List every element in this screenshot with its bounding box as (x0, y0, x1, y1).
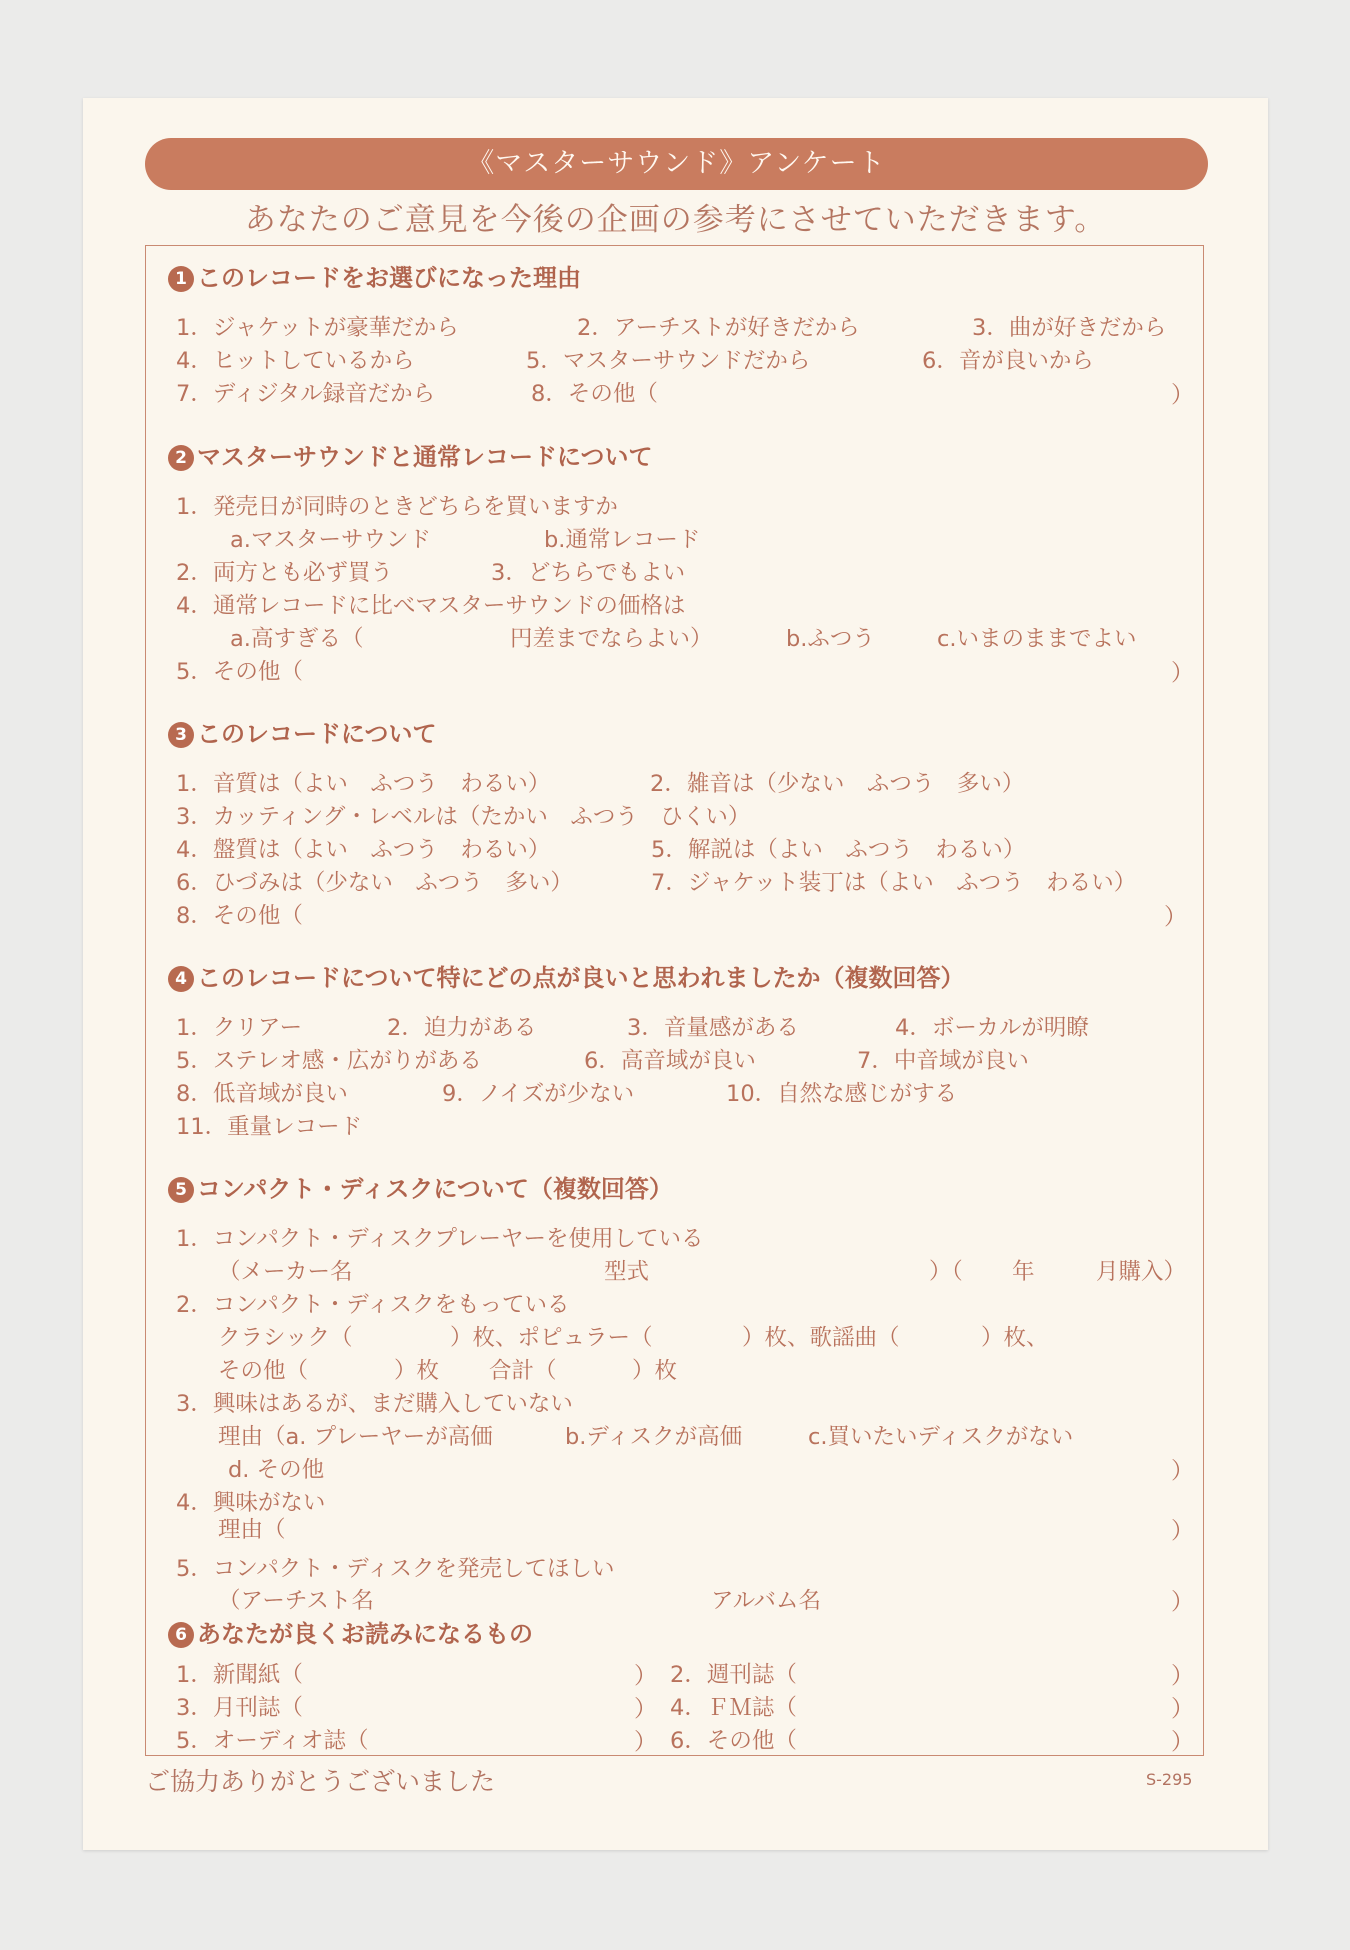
option[interactable]: 8．低音域が良い (176, 1081, 348, 1107)
field-label: 合計（ (489, 1358, 557, 1384)
option[interactable]: 6．ひづみは（少ない ふつう 多い） (176, 870, 573, 896)
option[interactable]: 7．ディジタル録音だから (176, 381, 436, 407)
thanks-message: ご協力ありがとうございました (145, 1767, 496, 1796)
section-number-badge: 5 (168, 1177, 194, 1203)
field-label: その他（ (218, 1358, 309, 1384)
section-number-badge: 1 (168, 266, 194, 292)
option[interactable]: 5．ステレオ感・広がりがある (176, 1048, 482, 1074)
option[interactable]: 4．盤質は（よい ふつう わるい） (176, 837, 551, 863)
field-label: （アーチスト名 (218, 1588, 374, 1614)
close-paren: ） (1171, 1663, 1194, 1689)
option[interactable]: 2．コンパクト・ディスクをもっている (176, 1292, 570, 1318)
option[interactable]: 5．コンパクト・ディスクを発売してほしい (176, 1556, 615, 1582)
survey-subtitle: あなたのご意見を今後の企画の参考にさせていただきます。 (244, 202, 1107, 238)
field-label: 月購入） (1096, 1259, 1187, 1285)
close-paren: ） (1171, 1458, 1194, 1484)
section-6-heading: 6 あなたが良くお読みになるもの (168, 1614, 533, 1649)
option[interactable]: c.いまのままでよい (937, 626, 1137, 652)
option[interactable]: b.ふつう (786, 626, 875, 652)
option[interactable]: b.通常レコード (544, 527, 701, 553)
option[interactable]: 1．コンパクト・ディスクプレーヤーを使用している (176, 1226, 704, 1252)
option[interactable]: 3．興味はあるが、まだ購入していない (176, 1391, 573, 1417)
option[interactable]: 1．音質は（よい ふつう わるい） (176, 771, 551, 797)
option-other[interactable]: 5．その他（ (176, 659, 303, 685)
section-number-badge: 3 (168, 722, 194, 748)
option[interactable]: 4．ヒットしているから (176, 348, 415, 374)
section-number-badge: 4 (168, 966, 194, 992)
option-other[interactable]: 8．その他（ (176, 903, 303, 929)
option[interactable]: 3．音量感がある (627, 1015, 799, 1041)
option[interactable]: 3．どちらでもよい (491, 560, 686, 586)
option[interactable]: 5．マスターサウンドだから (526, 348, 811, 374)
question: 1．発売日が同時のときどちらを買いますか (176, 494, 618, 520)
option[interactable]: 3．月刊誌（ (176, 1695, 303, 1721)
option[interactable]: 理由（a. プレーヤーが高価 (218, 1424, 493, 1450)
field-label: ）枚、ポピュラー（ (450, 1325, 653, 1351)
option[interactable]: 7．ジャケット装丁は（よい ふつう わるい） (651, 870, 1137, 896)
option[interactable]: 4．ボーカルが明瞭 (895, 1015, 1089, 1041)
close-paren: ） (634, 1729, 657, 1755)
option[interactable]: b.ディスクが高価 (565, 1424, 743, 1450)
field-label: ）枚 (394, 1358, 440, 1384)
option[interactable]: c.買いたいディスクがない (808, 1424, 1074, 1450)
section-1-heading: 1 このレコードをお選びになった理由 (168, 258, 581, 293)
option-other[interactable]: d. その他 (228, 1457, 325, 1483)
survey-card (83, 98, 1268, 1850)
option[interactable]: 7．中音域が良い (857, 1048, 1029, 1074)
close-paren: ） (1171, 1696, 1194, 1722)
option[interactable]: 2．両方とも必ず買う (176, 560, 393, 586)
section-4-heading: 4 このレコードについて特にどの点が良いと思われましたか（複数回答） (168, 958, 965, 993)
option[interactable]: 4．興味がない (176, 1490, 326, 1516)
form-code: S-295 (1146, 1770, 1193, 1789)
option[interactable]: 1．ジャケットが豪華だから (176, 315, 459, 341)
option[interactable]: 6．高音域が良い (584, 1048, 756, 1074)
section-5-heading: 5 コンパクト・ディスクについて（複数回答） (168, 1169, 673, 1204)
close-paren: ） (1171, 1518, 1194, 1544)
close-paren: ） (1171, 382, 1194, 408)
option[interactable]: 1．クリアー (176, 1015, 303, 1041)
close-paren: ） (1171, 1729, 1194, 1755)
option[interactable]: 2．週刊誌（ (670, 1662, 797, 1688)
field-label: ）枚、 (981, 1325, 1049, 1351)
option[interactable]: 4．ＦＭ誌（ (670, 1695, 797, 1721)
close-paren: ） (1164, 904, 1187, 930)
option[interactable]: 2．アーチストが好きだから (577, 315, 860, 341)
close-paren: ） (634, 1696, 657, 1722)
option[interactable]: 2．迫力がある (387, 1015, 537, 1041)
option-other[interactable]: 8．その他（ (531, 381, 658, 407)
field-label: ）枚 (632, 1358, 678, 1384)
close-paren: ） (1171, 660, 1194, 686)
section-3-heading: 3 このレコードについて (168, 714, 437, 749)
survey-title: 《マスターサウンド》アンケート (145, 138, 1208, 190)
section-number-badge: 2 (168, 445, 194, 471)
option[interactable]: 6．音が良いから (922, 348, 1094, 374)
field-label: 年 (1012, 1259, 1035, 1285)
field-label: クラシック（ (218, 1325, 353, 1351)
option-text: 円差までならよい） (510, 626, 713, 652)
question-frame (145, 245, 1204, 1756)
option[interactable]: 1．新聞紙（ (176, 1662, 303, 1688)
option[interactable]: 9．ノイズが少ない (442, 1081, 635, 1107)
section-number-badge: 6 (168, 1622, 194, 1648)
option[interactable]: 5．オーディオ誌（ (176, 1728, 369, 1754)
option[interactable]: 3．曲が好きだから (972, 315, 1167, 341)
option[interactable]: a.高すぎる（ (230, 626, 364, 652)
field-label: （メーカー名 (218, 1259, 353, 1285)
option[interactable]: 2．雑音は（少ない ふつう 多い） (650, 771, 1025, 797)
option[interactable]: a.マスターサウンド (230, 527, 431, 553)
field-label: アルバム名 (711, 1588, 822, 1614)
option[interactable]: 3．カッティング・レベルは（たかい ふつう ひくい） (176, 804, 751, 830)
option[interactable]: 5．解説は（よい ふつう わるい） (651, 837, 1026, 863)
close-paren: ） (1171, 1589, 1194, 1615)
question: 4．通常レコードに比べマスターサウンドの価格は (176, 593, 686, 619)
close-paren: ） (634, 1663, 657, 1689)
field-label: 理由（ (218, 1517, 286, 1543)
field-label: ）（ (929, 1259, 963, 1285)
option[interactable]: 10．自然な感じがする (726, 1081, 958, 1107)
section-2-heading: 2 マスターサウンドと通常レコードについて (168, 437, 653, 472)
option[interactable]: 11．重量レコード (176, 1114, 363, 1140)
field-label: 型式 (604, 1259, 650, 1285)
option[interactable]: 6．その他（ (670, 1728, 797, 1754)
field-label: ）枚、歌謡曲（ (742, 1325, 900, 1351)
